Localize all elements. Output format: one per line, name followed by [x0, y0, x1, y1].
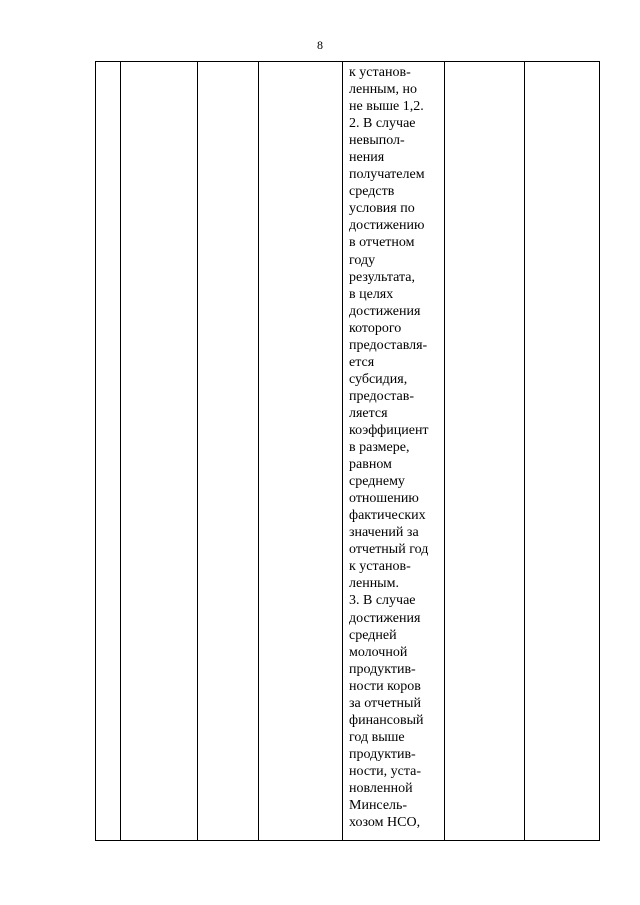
text-line: ности, уста- [349, 763, 422, 779]
text-line: достижения [349, 610, 421, 626]
table-cell-col-4 [259, 62, 343, 841]
text-line: молочной [349, 644, 408, 660]
table-cell-col-3 [198, 62, 259, 841]
text-line: году [349, 252, 376, 268]
text-line: невыпол- [349, 133, 405, 149]
table-cell-conditions-text [343, 62, 445, 841]
text-line: ленным, но [349, 82, 417, 98]
text-line: за отчетный [349, 695, 421, 711]
table-row [96, 62, 600, 841]
text-line: достижения [349, 303, 421, 319]
text-line: 2. В случае [349, 116, 416, 132]
text-line: коэффициент [349, 422, 429, 438]
text-line: ется [349, 354, 375, 370]
text-line: продуктив- [349, 661, 416, 677]
text-line: в целях [349, 286, 394, 302]
text-line: отношению [349, 491, 419, 507]
text-line: нения [349, 150, 385, 166]
text-line: предостав- [349, 388, 414, 404]
text-line: новленной [349, 780, 413, 796]
text-line: субсидия, [349, 371, 408, 387]
table-cell-col-6 [445, 62, 525, 841]
text-line: в размере, [349, 440, 410, 456]
text-line: в отчетном [349, 235, 415, 251]
text-line: ленным. [349, 576, 399, 592]
text-line: хозом НСО, [349, 815, 421, 831]
text-line: получателем [349, 167, 425, 183]
text-line: значений за [349, 525, 419, 541]
table-cell-col-7 [525, 62, 600, 841]
page-number: 8 [317, 38, 323, 52]
table-cell-col-1 [96, 62, 121, 841]
text-line: средств [349, 184, 395, 200]
text-line: результата, [349, 269, 415, 285]
text-line: к установ- [349, 65, 411, 80]
text-line: ляется [349, 405, 388, 421]
text-line: Минсель- [349, 798, 408, 814]
text-line: 3. В случае [349, 593, 416, 609]
text-line: отчетный год [349, 542, 429, 558]
text-line: продуктив- [349, 746, 416, 762]
text-line: средней [349, 627, 397, 643]
table-cell-col-2 [121, 62, 198, 841]
text-line: ности коров [349, 678, 421, 694]
text-line: финансовый [349, 712, 424, 728]
text-line: год выше [349, 729, 405, 745]
document-table [95, 61, 600, 841]
text-line: фактических [349, 508, 426, 524]
text-line: достижению [349, 218, 425, 234]
text-line: предоставля- [349, 337, 428, 353]
text-line: среднему [349, 474, 405, 490]
text-line: которого [349, 320, 402, 336]
text-line: к установ- [349, 559, 411, 575]
text-line: равном [349, 457, 392, 473]
text-line: не выше 1,2. [349, 99, 424, 115]
text-line: условия по [349, 201, 415, 217]
